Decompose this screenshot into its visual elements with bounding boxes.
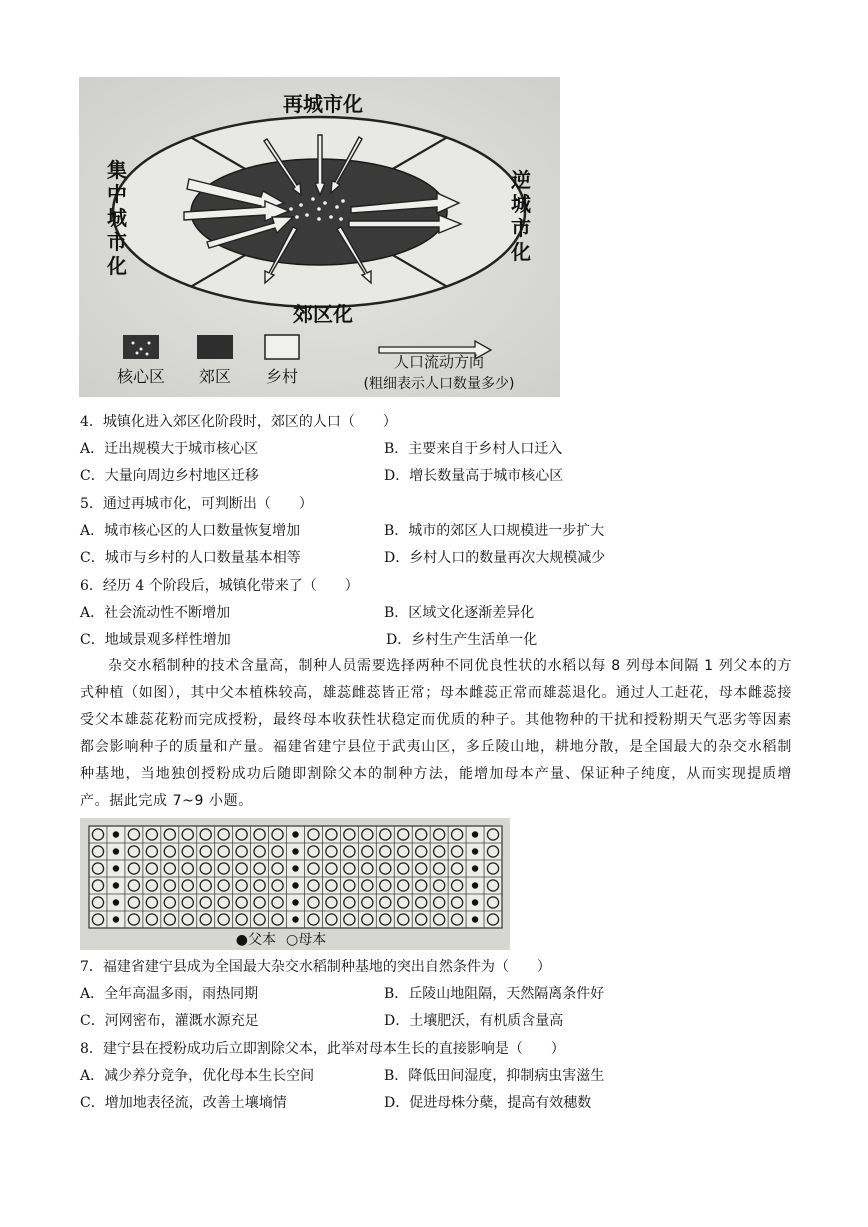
- q7-option-c: C．河网密布，灌溉水源充足: [80, 1013, 259, 1029]
- father-plant-marker: [113, 831, 119, 837]
- q5-option-b: B．城市的郊区人口规模进一步扩大: [384, 523, 605, 539]
- question-5-stem: 5．通过再城市化，可判断出（ ）: [80, 496, 313, 512]
- passage-block: [80, 653, 792, 815]
- passage-text: 杂交水稻制种的技术含量高，制种人员需要选择两种不同优良性状的水稻以每 8 列母本间隔 1 列父本的方式种植（如图），其中父本植株较高，雄蕊雌蕊皆正常；母本雌蕊正常而雄蕊退化。通过人工赶花，母本雌蕊接受父本雄蕊花粉而完成授粉，最终母本收获性状稳定而优质的种子。其他物种的干扰和授粉期天气恶劣等因素都会影响种子的质量和产量。福建省建宁县位于武夷山区，多丘陵山地，耕地分散，是全国最大的杂交水稻制种基地，当地独创授粉成功后随即割除父本的制种方法，能增加母本产量、保证种子纯度，从而实现提质增产。据此完成 7~9 小题。: [80, 658, 792, 809]
- label-left-char-1: 集: [107, 158, 127, 182]
- father-plant-marker: [113, 882, 119, 888]
- question-6-stem: 6．经历 4 个阶段后，城镇化带来了（ ）: [80, 578, 359, 594]
- father-plant-marker: [472, 865, 478, 871]
- q8-option-c: C．增加地表径流，改善土壤墒情: [80, 1095, 287, 1111]
- planting-grid: [80, 818, 510, 950]
- q4-option-a: A．迁出规模大于城市核心区: [80, 441, 259, 457]
- father-plant-marker: [472, 848, 478, 854]
- label-centralized-urbanization: [106, 158, 128, 278]
- father-plant-marker: [113, 916, 119, 922]
- father-plant-marker: [472, 882, 478, 888]
- father-plant-marker: [292, 882, 298, 888]
- q4-option-d: D．增长数量高于城市核心区: [384, 468, 564, 484]
- legend-rural-swatch: [265, 335, 299, 359]
- q8-option-b: B．降低田间湿度，抑制病虫害滋生: [384, 1068, 605, 1084]
- label-counter-urbanization: [510, 168, 532, 264]
- q4-option-b: B．主要来自于乡村人口迁入: [384, 441, 563, 457]
- legend-core-swatch: [123, 335, 159, 359]
- q4-option-c: C．大量向周边乡村地区迁移: [80, 468, 259, 484]
- legend-core-label: 核心区: [116, 367, 166, 386]
- legend-suburb-label: 郊区: [198, 367, 232, 386]
- legend-flow-note: (粗细表示人口数量多少): [363, 376, 515, 392]
- legend-flow-label: 人口流动方向: [393, 353, 485, 371]
- legend-suburb-swatch: [197, 335, 233, 359]
- father-plant-marker: [113, 848, 119, 854]
- label-suburbanization: 郊区化: [293, 302, 353, 326]
- father-plant-marker: [472, 899, 478, 905]
- planting-pattern-figure: [80, 818, 510, 950]
- father-plant-marker: [472, 916, 478, 922]
- label-left-char-5: 化: [107, 254, 127, 278]
- label-left-char-2: 中: [107, 182, 127, 206]
- urbanization-diagram: [79, 77, 560, 397]
- question-8-stem: 8．建宁县在授粉成功后立即割除父本，此举对母本生长的直接影响是（ ）: [80, 1041, 565, 1057]
- urbanization-stages-figure: [79, 77, 560, 397]
- question-7-stem: 7．福建省建宁县成为全国最大杂交水稻制种基地的突出自然条件为（ ）: [80, 959, 551, 975]
- q6-option-a: A．社会流动性不断增加: [80, 605, 231, 621]
- legend-mother: ○母本: [286, 932, 327, 948]
- q5-option-a: A．城市核心区的人口数量恢复增加: [80, 523, 301, 539]
- label-right-char-3: 市: [511, 216, 531, 240]
- father-plant-marker: [292, 848, 298, 854]
- q7-option-b: B．丘陵山地阻隔，天然隔离条件好: [384, 986, 605, 1002]
- legend-rural-label: 乡村: [265, 367, 299, 386]
- father-plant-marker: [292, 865, 298, 871]
- father-plant-marker: [113, 865, 119, 871]
- q7-option-d: D．土壤肥沃，有机质含量高: [384, 1013, 564, 1029]
- father-plant-marker: [292, 831, 298, 837]
- q5-option-c: C．城市与乡村的人口数量基本相等: [80, 550, 301, 566]
- father-plant-marker: [113, 899, 119, 905]
- q8-option-d: D．促进母株分蘖，提高有效穗数: [384, 1095, 592, 1111]
- father-plant-marker: [292, 899, 298, 905]
- legend-father: ●父本: [235, 932, 276, 948]
- label-left-char-4: 市: [107, 230, 127, 254]
- q6-option-b: B．区域文化逐渐差异化: [384, 605, 535, 621]
- father-plant-marker: [292, 916, 298, 922]
- label-left-char-3: 城: [107, 206, 127, 230]
- label-reurbanization: 再城市化: [283, 92, 363, 116]
- q6-option-d: D．乡村生产生活单一化: [386, 632, 538, 648]
- label-right-char-1: 逆: [511, 168, 531, 192]
- question-4-stem: 4．城镇化进入郊区化阶段时，郊区的人口（ ）: [80, 414, 397, 430]
- label-right-char-4: 化: [511, 240, 531, 264]
- label-right-char-2: 城: [511, 192, 531, 216]
- q6-option-c: C．地域景观多样性增加: [80, 632, 231, 648]
- father-plant-marker: [472, 831, 478, 837]
- q5-option-d: D．乡村人口的数量再次大规模减少: [384, 550, 606, 566]
- q7-option-a: A．全年高温多雨，雨热同期: [80, 986, 259, 1002]
- q8-option-a: A．减少养分竞争，优化母本生长空间: [80, 1068, 315, 1084]
